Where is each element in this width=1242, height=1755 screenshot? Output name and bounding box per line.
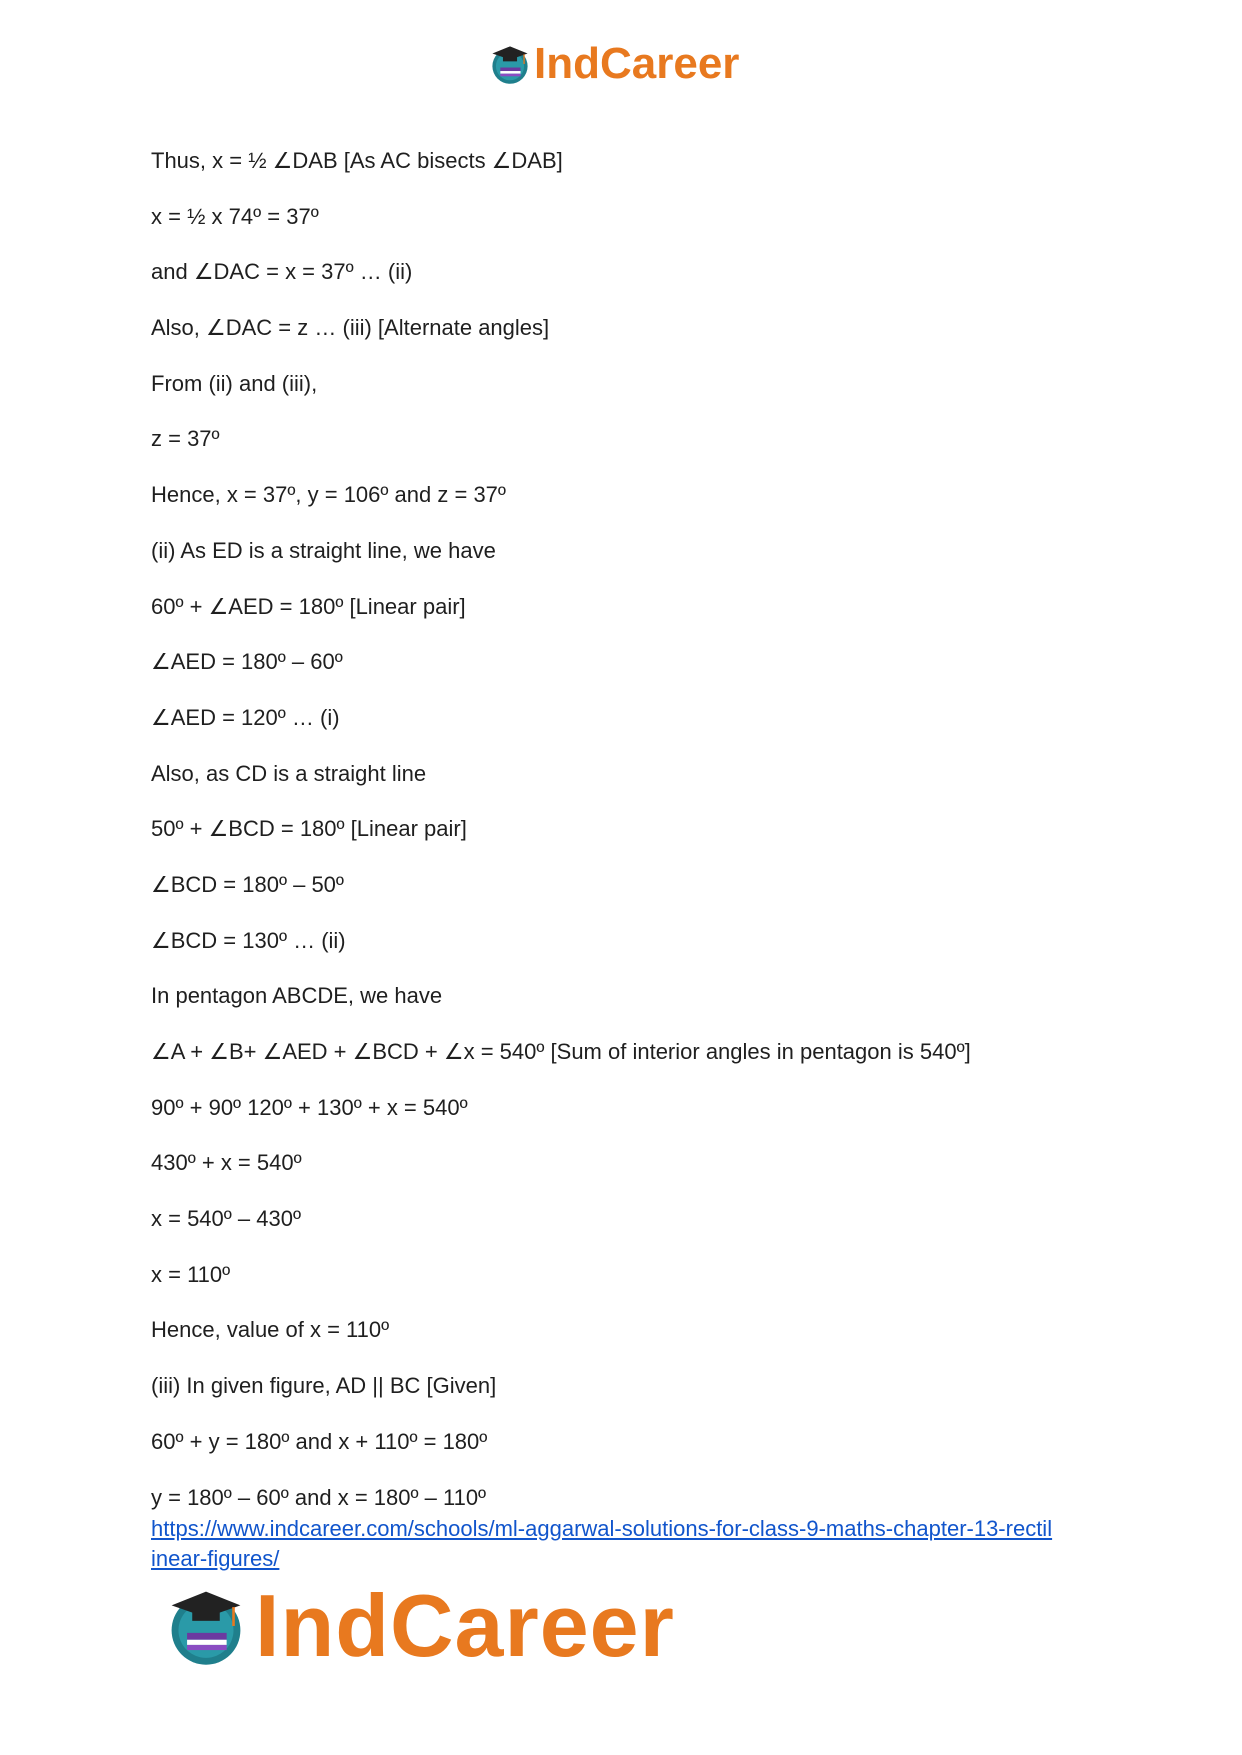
text-line: Also, ∠DAC = z … (iii) [Alternate angles] <box>151 315 550 341</box>
text-line: ∠BCD = 130º … (ii) <box>151 927 346 953</box>
header-logo <box>488 39 740 88</box>
logo-wordmark: IndCareer <box>534 39 740 88</box>
text-line: and ∠DAC = x = 37º … (ii) <box>151 259 413 285</box>
text-line: 50º + ∠BCD = 180º [Linear pair] <box>151 816 467 842</box>
text-line: x = ½ x 74º = 37º <box>151 203 319 229</box>
text-line: (ii) As ED is a straight line, we have <box>151 537 496 563</box>
logo-wordmark: IndCareer <box>255 1576 675 1675</box>
text-line: x = 540º – 430º <box>151 1206 302 1232</box>
text-line: x = 110º <box>151 1261 231 1287</box>
footer-logo <box>163 1576 675 1675</box>
text-line: 90º + 90º 120º + 130º + x = 540º <box>151 1094 468 1120</box>
text-line: 60º + y = 180º and x + 110º = 180º <box>151 1428 488 1454</box>
source-link[interactable] <box>151 1514 1111 1574</box>
text-line: Hence, value of x = 110º <box>151 1317 390 1343</box>
text-line: 430º + x = 540º <box>151 1150 302 1176</box>
text-line: Hence, x = 37º, y = 106º and z = 37º <box>151 482 506 508</box>
text-line: Also, as CD is a straight line <box>151 760 427 786</box>
text-line: 60º + ∠AED = 180º [Linear pair] <box>151 593 466 619</box>
text-line: y = 180º – 60º and x = 180º – 110º <box>151 1484 487 1510</box>
text-line: ∠AED = 180º – 60º <box>151 649 343 675</box>
text-line: ∠BCD = 180º – 50º <box>151 871 344 897</box>
graduation-cap-book-icon <box>163 1583 249 1669</box>
source-link-line-2[interactable]: inear-figures/ <box>151 1546 280 1571</box>
text-line: Thus, x = ½ ∠DAB [As AC bisects ∠DAB] <box>151 148 563 173</box>
text-line: (iii) In given figure, AD || BC [Given] <box>151 1373 497 1399</box>
text-line: From (ii) and (iii), <box>151 370 318 396</box>
text-line: ∠AED = 120º … (i) <box>151 704 340 730</box>
text-line: ∠A + ∠B+ ∠AED + ∠BCD + ∠x = 540º [Sum of interior angles in pentagon is 540º] <box>151 1039 971 1064</box>
graduation-cap-book-icon <box>488 42 532 86</box>
text-line: z = 37º <box>151 426 220 452</box>
source-link-line-1[interactable]: https://www.indcareer.com/schools/ml-aggarwal-solutions-for-class-9-maths-chapter-13-rectil <box>151 1516 1053 1541</box>
text-line: In pentagon ABCDE, we have <box>151 983 443 1009</box>
document-body <box>151 148 1111 1540</box>
